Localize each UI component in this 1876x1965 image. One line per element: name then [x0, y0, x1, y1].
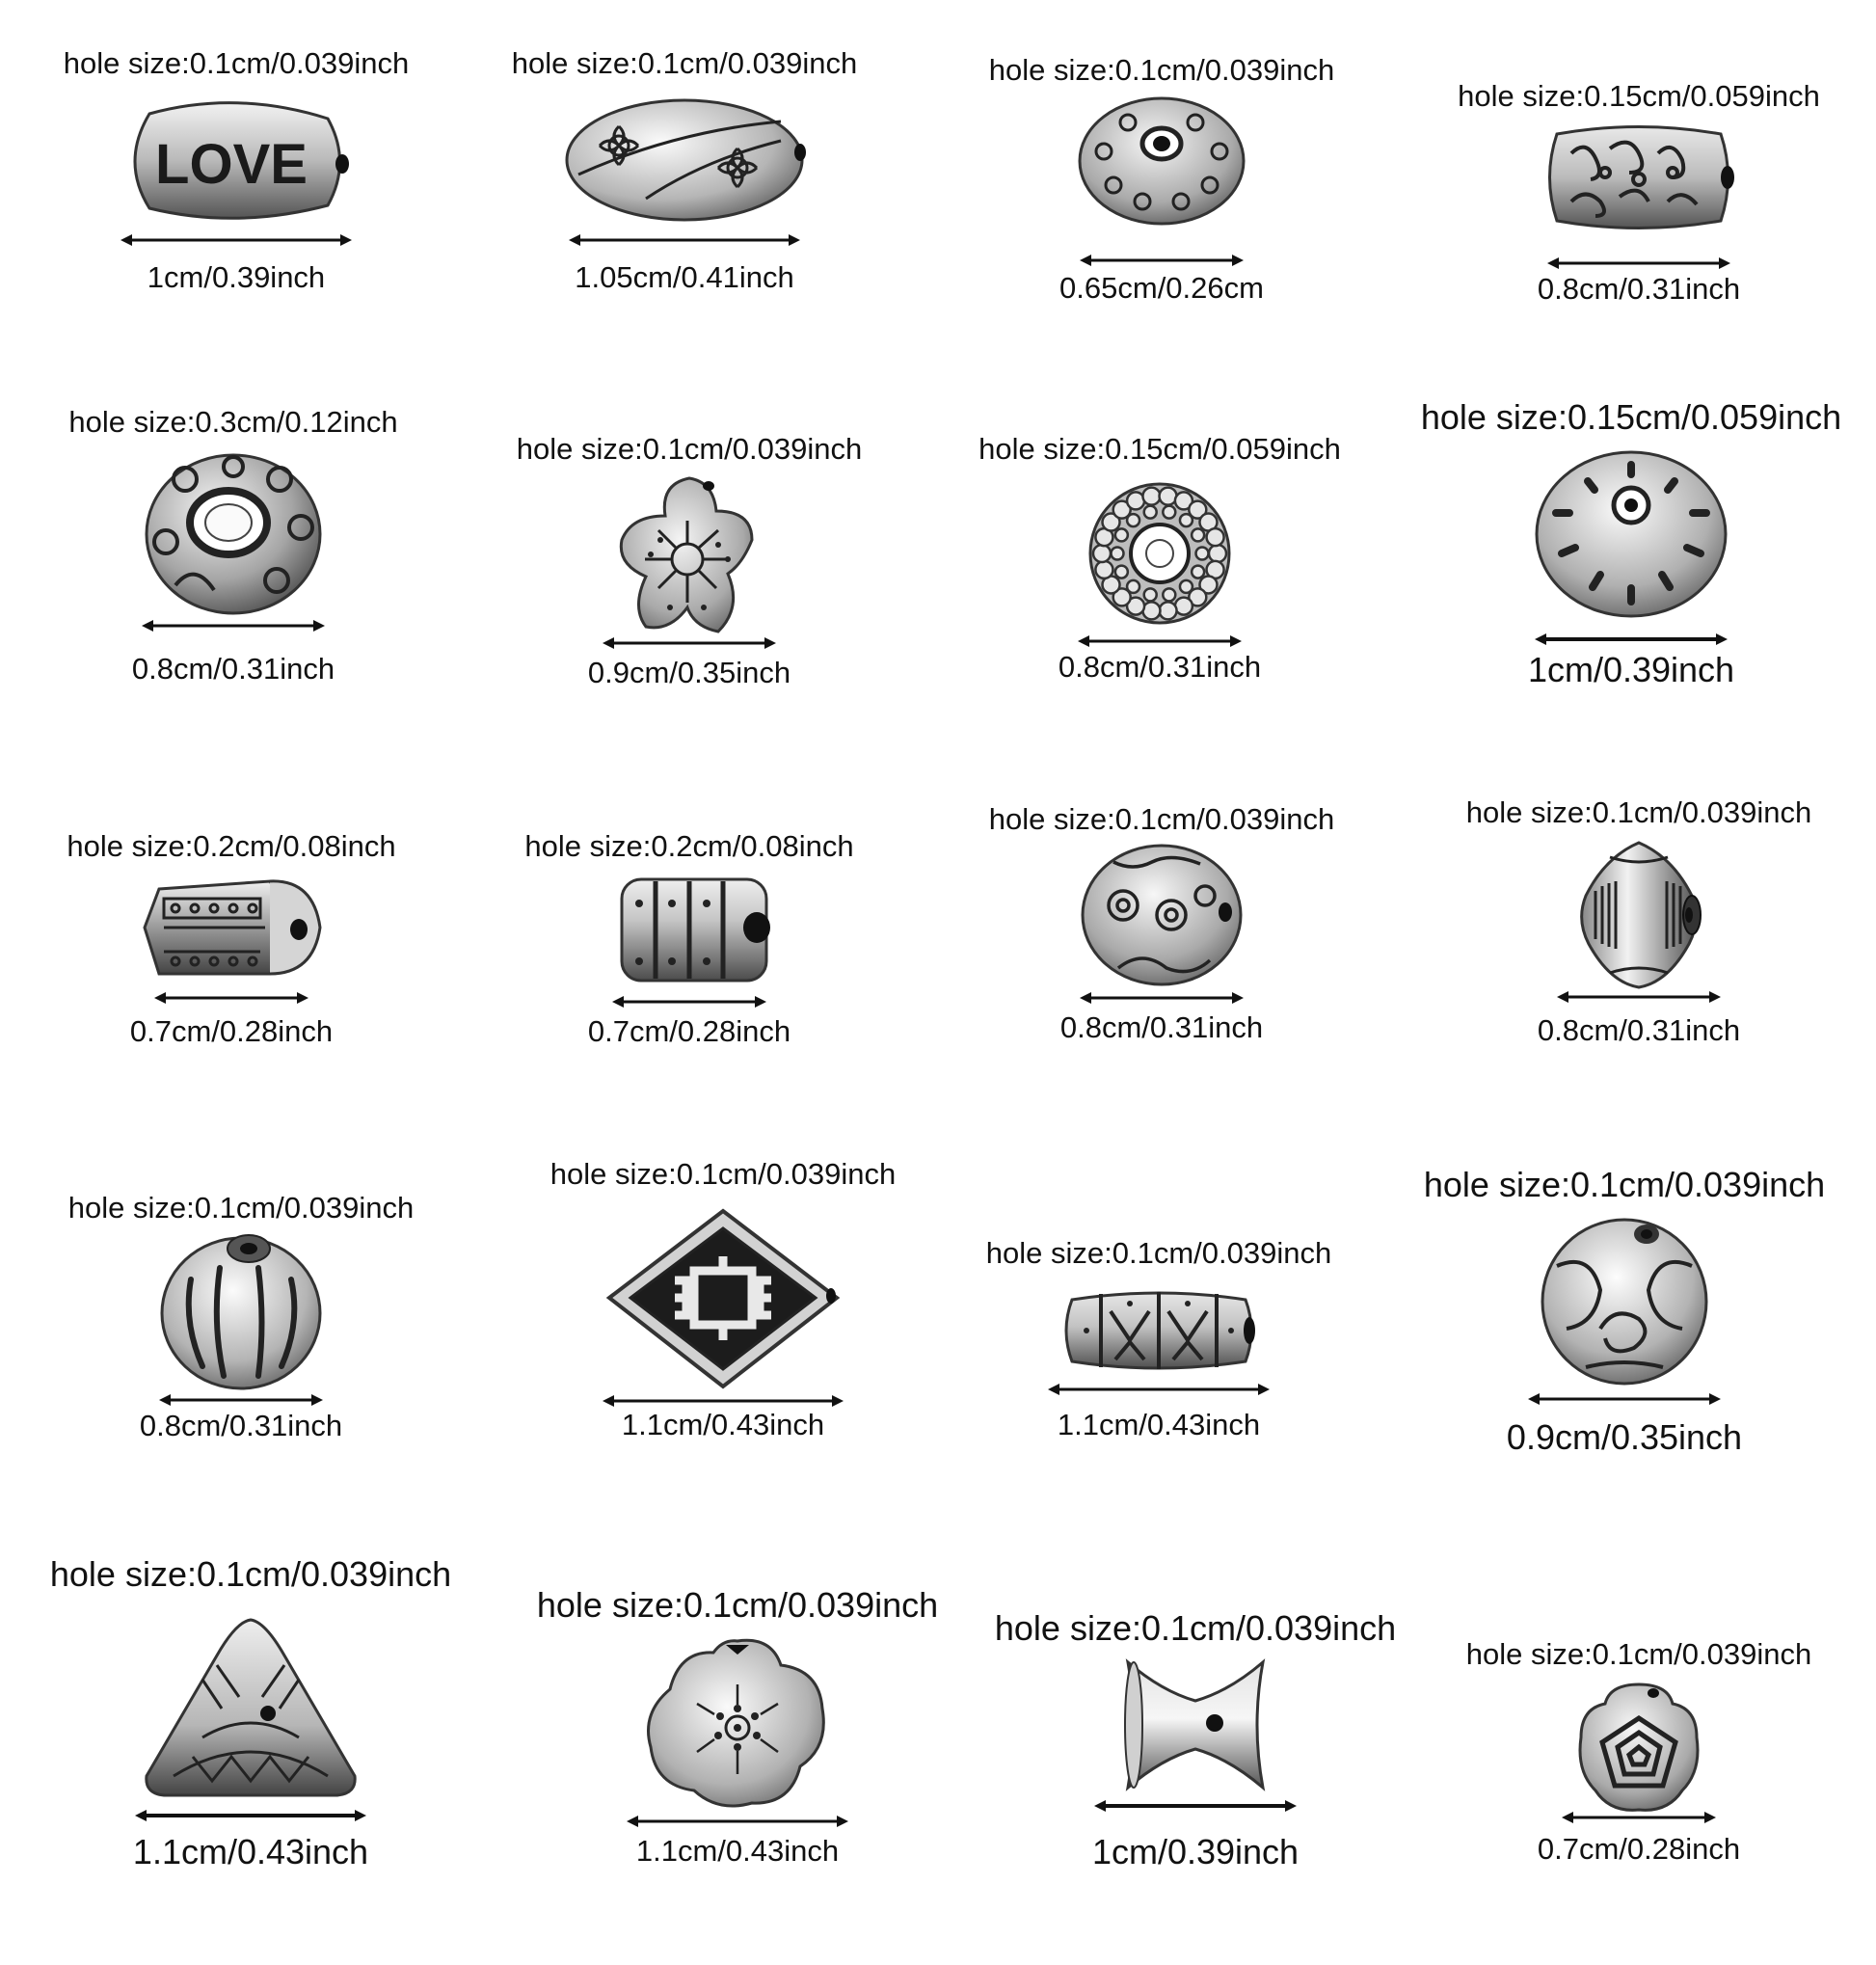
- hole-size-label: hole size:0.1cm/0.039inch: [1465, 795, 1812, 829]
- spacer-dot: [1209, 545, 1226, 562]
- bead-cell-bowtie: [983, 1608, 1407, 1936]
- hole-size-label: hole size:0.1cm/0.039inch: [994, 1608, 1397, 1648]
- large-hole-rondelle-bead: [108, 445, 359, 619]
- width-label: 1cm/0.39inch: [1091, 1832, 1300, 1871]
- measure-arrow: [1094, 1799, 1297, 1813]
- hole-size-label: hole size:0.1cm/0.039inch: [1465, 1637, 1812, 1671]
- spacer-dot: [1112, 548, 1124, 560]
- spacer-dot: [1093, 545, 1111, 562]
- hole-size-label: hole size:0.2cm/0.08inch: [524, 829, 854, 863]
- measure-arrow: [135, 1809, 366, 1822]
- hole-size-label: hole size:0.1cm/0.039inch: [49, 1554, 452, 1594]
- width-label: 0.8cm/0.31inch: [1537, 272, 1741, 306]
- hole-size-label: hole size:0.2cm/0.08inch: [67, 829, 396, 863]
- measure-arrow: [1547, 256, 1730, 270]
- hole-size-label: hole size:0.1cm/0.039inch: [988, 53, 1335, 87]
- flower-round-bead: [612, 1631, 863, 1815]
- spacer-dot: [1160, 602, 1177, 619]
- measure-arrow: [1048, 1383, 1270, 1396]
- spacer-dot: [1196, 548, 1209, 560]
- bead-cell-dotted-disc: [950, 53, 1374, 381]
- width-label: 0.8cm/0.31inch: [1059, 1010, 1264, 1044]
- spacer-dot: [1163, 588, 1175, 601]
- width-label: 0.65cm/0.26cm: [1059, 271, 1264, 305]
- swirl-barrel-bead: [1514, 120, 1764, 235]
- knot-rhombus-bead: [598, 1203, 848, 1396]
- bead-cell-hex-tube: [19, 829, 443, 1157]
- bead-cell-large-hole-rondelle: [21, 405, 445, 733]
- flower-oval-bead: [559, 93, 810, 228]
- hole-size-label: hole size:0.1cm/0.039inch: [1423, 1165, 1826, 1204]
- hole-size-label: hole size:0.1cm/0.039inch: [63, 46, 410, 80]
- width-label: 1.1cm/0.43inch: [1057, 1408, 1261, 1441]
- hole-size-label: hole size:0.15cm/0.059inch: [978, 432, 1341, 466]
- width-label: 0.9cm/0.35inch: [1506, 1417, 1743, 1457]
- bowtie-bead: [1070, 1653, 1321, 1797]
- measure-arrow: [121, 233, 352, 247]
- bead-cell-swirl-round: [1412, 1165, 1836, 1493]
- spacer-dot: [1127, 514, 1139, 526]
- measure-arrow: [569, 233, 800, 247]
- sun-saucer-bead: [1506, 447, 1756, 621]
- hole-size-label: hole size:0.1cm/0.039inch: [67, 1191, 415, 1225]
- measure-arrow: [612, 995, 766, 1009]
- beaded-spacer-bead: [1034, 471, 1285, 634]
- triangle-bead: [125, 1612, 376, 1805]
- dotted-disc-bead: [1036, 94, 1287, 229]
- width-label: 1.1cm/0.43inch: [132, 1832, 369, 1871]
- width-label: 1.1cm/0.43inch: [621, 1408, 825, 1441]
- spacer-dot: [1180, 514, 1193, 526]
- spacer-dot: [1127, 580, 1139, 593]
- bead-cell-love-oval: [24, 46, 448, 374]
- spacer-dot: [1142, 488, 1160, 505]
- bead-cell-tribal-tube: [947, 1236, 1371, 1564]
- bead-cell-knot-rhombus: [511, 1157, 935, 1485]
- hole-size-label: hole size:0.1cm/0.039inch: [516, 432, 863, 466]
- hex-tube-bead: [106, 870, 357, 985]
- bead-cell-sun-saucer: [1419, 397, 1843, 725]
- width-label: 0.7cm/0.28inch: [587, 1014, 791, 1048]
- hole-size-label: hole size:0.1cm/0.039inch: [549, 1157, 897, 1191]
- measure-arrow: [627, 1815, 848, 1828]
- measure-arrow: [1535, 633, 1728, 646]
- bead-cell-flower-round: [525, 1585, 950, 1913]
- hole-size-label: hole size:0.3cm/0.12inch: [68, 405, 398, 439]
- flower-star-bead: [564, 472, 815, 636]
- measure-arrow: [603, 636, 776, 650]
- eye-barrel-bead: [1036, 843, 1287, 987]
- bead-cell-pumpkin: [29, 1191, 453, 1519]
- width-label: 0.7cm/0.28inch: [1537, 1832, 1741, 1866]
- width-label: 1cm/0.39inch: [147, 260, 326, 294]
- hole-size-label: hole size:0.15cm/0.059inch: [1420, 397, 1842, 437]
- width-label: 0.8cm/0.31inch: [139, 1409, 343, 1442]
- spacer-dot: [1095, 561, 1112, 579]
- width-label: 1.05cm/0.41inch: [575, 260, 794, 294]
- width-label: 0.8cm/0.31inch: [1537, 1013, 1741, 1047]
- rose-bead: [1514, 1680, 1764, 1815]
- measure-arrow: [159, 1393, 323, 1407]
- spacer-dot: [1144, 506, 1157, 519]
- spacer-dot: [1115, 528, 1128, 541]
- love-oval-bead: [111, 94, 362, 229]
- bead-cell-ridged-tube: [477, 829, 901, 1157]
- hole-size-label: hole size:0.1cm/0.039inch: [985, 1236, 1332, 1270]
- hole-size-label: hole size:0.1cm/0.039inch: [536, 1585, 939, 1625]
- bead-cell-swirl-barrel: [1427, 79, 1851, 407]
- love-engraving: LOVE: [155, 133, 308, 196]
- measure-arrow: [1080, 991, 1244, 1005]
- spacer-dot: [1207, 528, 1224, 546]
- hole-size-label: hole size:0.15cm/0.059inch: [1458, 79, 1820, 113]
- tribal-tube-bead: [1033, 1282, 1284, 1379]
- bead-cell-beaded-spacer: [948, 432, 1372, 760]
- bead-cell-flower-oval: [472, 46, 897, 374]
- spacer-dot: [1115, 566, 1128, 579]
- bead-cell-bicone: [1427, 795, 1851, 1123]
- measure-arrow: [1557, 990, 1721, 1004]
- width-label: 0.8cm/0.31inch: [131, 652, 335, 686]
- spacer-dot: [1180, 580, 1193, 593]
- swirl-round-bead: [1499, 1213, 1750, 1386]
- width-label: 0.9cm/0.35inch: [587, 656, 791, 689]
- ridged-tube-bead: [564, 870, 815, 990]
- width-label: 1cm/0.39inch: [1527, 650, 1735, 689]
- bicone-bead: [1514, 838, 1764, 992]
- hole-size-label: hole size:0.1cm/0.039inch: [988, 802, 1335, 836]
- measure-arrow: [1080, 254, 1244, 267]
- hole-size-label: hole size:0.1cm/0.039inch: [511, 46, 858, 80]
- measure-arrow: [142, 619, 325, 633]
- bead-cell-eye-barrel: [950, 802, 1374, 1130]
- bead-cell-triangle: [39, 1554, 463, 1882]
- spacer-dot: [1144, 588, 1157, 601]
- spacer-dot: [1192, 566, 1204, 579]
- width-label: 0.8cm/0.31inch: [1058, 650, 1262, 684]
- measure-arrow: [1078, 634, 1242, 648]
- spacer-dot: [1163, 506, 1175, 519]
- bead-cell-flower-star: [477, 432, 901, 760]
- measure-arrow: [1562, 1811, 1716, 1824]
- width-label: 1.1cm/0.43inch: [635, 1834, 840, 1868]
- measure-arrow: [154, 991, 308, 1005]
- bead-cell-rose: [1427, 1637, 1851, 1965]
- spacer-dot: [1192, 528, 1204, 541]
- pumpkin-bead: [116, 1231, 366, 1390]
- measure-arrow: [603, 1394, 844, 1408]
- width-label: 0.7cm/0.28inch: [129, 1014, 334, 1048]
- measure-arrow: [1528, 1392, 1721, 1406]
